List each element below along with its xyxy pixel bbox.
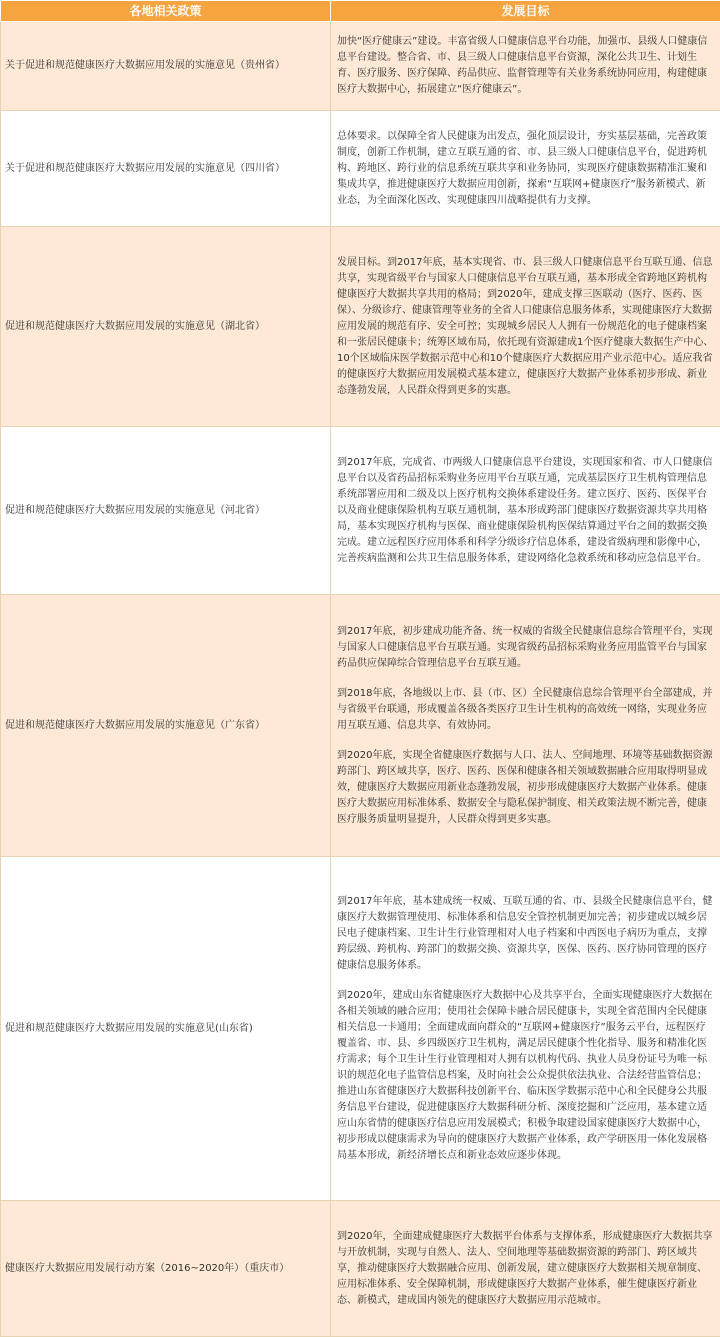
goal-paragraph: 总体要求。以保障全省人民健康为出发点，强化顶层设计，夯实基层基础，完善政策制度，创新工作机制，建立互联互通的省、市、县三级人口健康信息平台，促进跨机构、跨地区、跨行业的信息系统互联共享和业务协同，实现医疗健康数据精准汇聚和集成共享，推进健康医疗大数据应用创新，探索“互联网+健康医疗”服务新模式、新业态，为全面深化医改、实现健康四川战略提供有力支撑。 — [337, 130, 707, 206]
table-row — [1, 111, 720, 227]
goal-paragraph: 到2020年底，实现全省健康医疗数据与人口、法人、空间地理、环境等基础数据资源跨部门、跨区域共享，医疗、医药、医保和健康各相关领域数据融合应用取得明显成效，健康医疗大数据应用新业态蓬勃发展，初步形成健康医疗大数据产业体系。健康医疗大数据应用标准体系、数据安全与隐私保护制度、相关政策法规不断完善，健康医疗服务质量明显提升，人民群众得到更多实惠。 — [337, 749, 713, 825]
table-row — [1, 22, 720, 111]
table-row — [1, 1201, 720, 1337]
policy-name-cell: 促进和规范健康医疗大数据应用发展的实施意见（广东省） — [1, 595, 331, 857]
goal-paragraph: 发展目标。到2017年底，基本实现省、市、县三级人口健康信息平台互联互通、信息共享，实现省级平台与国家人口健康信息平台互联互通，基本形成全省跨地区跨机构健康医疗大数据共享共用的格局；到2020年，建成支撑三医联动（医疗、医药、医保）、分级诊疗、健康管理等业务的全省人口健康信息服务体系，实现健康医疗大数据应用发展的规范有序、安全可控；实现城乡居民人人拥有一份规范化的电子健康档案和一张居民健康卡；统筹区域布局，依托现有资源建成1个医疗健康大数据生产中心、10个区域临床医学数据示范中心和10个健康医疗大数据应用产业示范中心。适应我省的健康医疗大数据应用发展模式基本建立，健康医疗大数据产业体系初步形成、新业态蓬勃发展，人民群众得到更多的实惠。 — [337, 256, 714, 396]
goal-cell — [331, 227, 720, 427]
goal-cell — [331, 595, 720, 857]
policy-name-cell: 关于促进和规范健康医疗大数据应用发展的实施意见（四川省） — [1, 111, 331, 227]
goal-cell — [331, 427, 720, 595]
table-body — [1, 22, 720, 1337]
policy-name-cell: 促进和规范健康医疗大数据应用发展的实施意见（河北省） — [1, 427, 331, 595]
table-row — [1, 857, 720, 1201]
goal-paragraph: 到2017年底，完成省、市两级人口健康信息平台建设，实现国家和省、市人口健康信息平台以及省药品招标采购业务应用平台互联互通，完成基层医疗卫生机构管理信息系统部署应用和二级及以上医疗机构交换体系建设任务。建立医疗、医药、医保平台以及商业健康保险机构互联互通机制，基本形成跨部门健康医疗数据资源共享共用格局，基本实现医疗机构与医保、商业健康保险机构医保结算通过平台之间的数据交换完成。建立远程医疗应用体系和科学分级诊疗信息体系，建设省级病理和影像中心，完善疾病监测和公共卫生信息服务体系，建设网络化急救系统和移动应急信息平台。 — [337, 456, 713, 564]
goal-cell — [331, 857, 720, 1201]
policy-name-cell: 健康医疗大数据应用发展行动方案（2016~2020年）（重庆市） — [1, 1201, 331, 1337]
goal-paragraph: 到2020年，全面建成健康医疗大数据平台体系与支撑体系，形成健康医疗大数据共享与开放机制，实现与自然人、法人、空间地理等基础数据资源的跨部门、跨区域共享，推动健康医疗大数据融合应用、创新发展，建立健康医疗大数据相关规章制度、应用标准体系、安全保障机制，形成健康医疗大数据产业体系，催生健康医疗新业态、新模式，建成国内领先的健康医疗大数据应用示范城市。 — [337, 1230, 713, 1306]
goal-paragraph: 加快“医疗健康云”建设。丰富省级人口健康信息平台功能，加强市、县级人口健康信息平台建设。整合省、市、县三级人口健康信息平台资源，深化公共卫生、计划生育、医疗服务、医疗保障、药品供应、监督管理等有关业务系统协同应用，构建健康医疗大数据中心，拓展建立“医疗健康云”。 — [337, 36, 708, 95]
goal-cell — [331, 22, 720, 111]
table-header-row — [1, 1, 720, 22]
column-header-goal: 发展目标 — [331, 1, 720, 22]
policy-name-cell: 关于促进和规范健康医疗大数据应用发展的实施意见（贵州省） — [1, 22, 331, 111]
table-row — [1, 227, 720, 427]
policy-name-cell: 促进和规范健康医疗大数据应用发展的实施意见（湖北省） — [1, 227, 331, 427]
goal-paragraph: 到2020年，建成山东省健康医疗大数据中心及共享平台，全面实现健康医疗大数据在各相关领域的融合应用；使用社会保障卡融合居民健康卡，实现全省范围内全民健康相关信息一卡通用；全面建成面向群众的“互联网+健康医疗”服务云平台，远程医疗覆盖省、市、县、乡四级医疗卫生机构，满足居民健康个性化指导、服务和精准化医疗需求；每个卫生计生行业管理相对人拥有以机构代码、执业人员身份证号为唯一标识的规范化电子监管信息档案，及时向社会公众提供依法执业、合法经营监管信息；推进山东省健康医疗大数据科技创新平台、临床医学数据示范中心和全民健身公共服务信息平台建设，促进健康医疗大数据科研分析、深度挖掘和广泛应用，基本建立适应山东省情的健康医疗信息应用发展模式；积极争取建设国家健康医疗大数据中心，初步形成以健康需求为导向的健康医疗大数据产业体系，政产学研医用一体化发展格局基本形成，新经济增长点和新业态效应逐步体现。 — [337, 989, 713, 1161]
goal-paragraph: 到2018年底，各地级以上市、县（市、区）全民健康信息综合管理平台全部建成，并与省级平台联通，形成覆盖各级各类医疗卫生计生机构的高效统一网络，实现业务应用互联互通、信息共享、有效协同。 — [337, 687, 713, 731]
policy-name-cell: 促进和规范健康医疗大数据应用发展的实施意见(山东省) — [1, 857, 331, 1201]
table-row — [1, 427, 720, 595]
goal-paragraph: 到2017年底，初步建成功能齐备、统一权威的省级全民健康信息综合管理平台，实现与国家人口健康信息平台互联互通。实现省级药品招标采购业务应用监管平台与国家药品供应保障综合管理信息平台互联互通。 — [337, 625, 713, 669]
goal-cell — [331, 111, 720, 227]
goal-paragraph: 到2017年年底，基本建成统一权威、互联互通的省、市、县级全民健康信息平台，健康医疗大数据管理使用、标准体系和信息安全管控机制更加完善；初步建成以城乡居民电子健康档案、卫生计生行业管理相对人电子档案和中西医电子病历为重点，支撑跨层级、跨机构、跨部门的数据交换、资源共享，医保、医药、医疗协同管理的医疗健康信息服务体系。 — [337, 895, 713, 971]
goal-cell — [331, 1201, 720, 1337]
column-header-policy: 各地相关政策 — [1, 1, 331, 22]
table-row — [1, 595, 720, 857]
